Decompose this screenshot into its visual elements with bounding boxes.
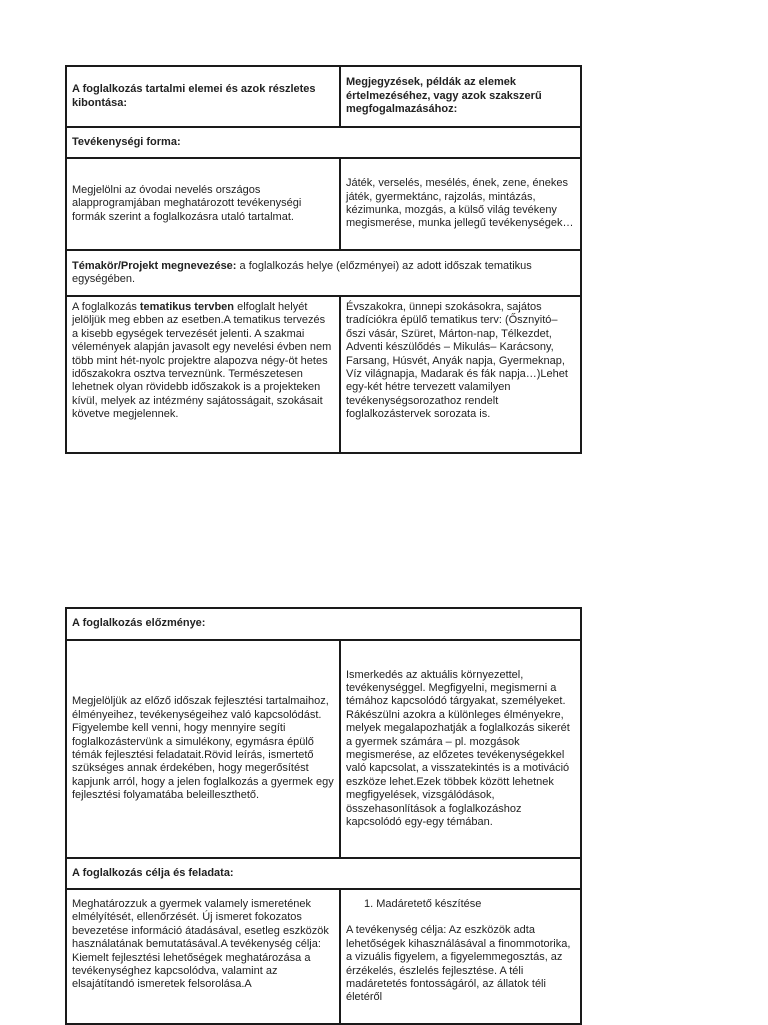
antecedent-examples: Ismerkedés az aktuális környezettel, tevékenységgel. Megfigyelni, megismerni a témához kapcsolódó tárgyakat, személyeket. Rákészülni azokra a különleges élményekre, melyek megalapozhatják a foglalkozás sikerét a gyermek számára – pl. mozgások megismerése, az előzetes tevékenységekkel való kapcsolat, a visszatekintés is a motiváció eszköze lehet.Ezek többek között lehetnek megfigyelések, vizsgálódások, összehasonlítások a foglalkozáshoz kapcsolódó egy-egy témában. (340, 640, 581, 858)
topic-text-pre: A foglalkozás (72, 301, 140, 313)
table-row (66, 640, 581, 858)
goal-examples-text: A tevékenység célja: Az eszközök adta lehetőségek kihasználásával a finommotorika, a vizuális figyelem, a figyelemmegosztás, az érzékelés, észlelés fejlesztése. A téli madáretetés fontosságáról, az állatok téli életéről (346, 924, 571, 1004)
goal-description: Meghatározzuk a gyermek valamely ismeretének elmélyítését, ellenőrzését. Új ismeret fokozatos bevezetése információ átadásával, esetleg eszközök használatának bemutatásával.A tevékenység célja: Kiemelt fejlesztési lehetőségek meghatározása a tevékenységhez kapcsolódva, valamint az elsajátítandó ismeretek felsorolása.A (66, 889, 340, 1024)
table-row (66, 608, 581, 640)
topic-title-text: a foglalkozás helye (előzményei) az adott időszak tematikus egységében. (72, 259, 532, 285)
antecedent-goal-table (65, 607, 582, 1025)
activity-form-title: Tevékenységi forma: (66, 127, 581, 158)
table-row (66, 250, 581, 296)
table-row (66, 296, 581, 453)
table-row (66, 158, 581, 250)
antecedent-title: A foglalkozás előzménye: (66, 608, 581, 640)
topic-text-bold: tematikus tervben (139, 301, 235, 313)
topic-text-post: elfoglalt helyét jelöljük meg ebben az esetben.A tematikus tervezés a kisebb egységek tervezését jelenti. A szakmai vélemények alapján javasolt egy nevelési évben nem több mint hét-nyolc projektre alapozva négy-öt hetes időszakokra osztva terveznünk. Természetesen lehetnek olyan rövidebb időszakok is a projekteken kívül, melyek az intézmény sajátosságait, szokásait követve megjelennek. (72, 301, 332, 421)
topic-examples: Évszakokra, ünnepi szokásokra, sajátos tradíciókra épülő tematikus terv: (Ősznyitó–őszi vásár, Szüret, Márton-nap, Télkezdet, Adventi készülődés – Mikulás– Karácsony, Farsang, Húsvét, Anyák napja, Gyermeknap, Víz világnapja, Madarak és fák napja…)Lehet egy-két hétre tervezett valamilyen tevékenységsorozathoz rendelt foglalkozástervek sorozata is. (340, 296, 581, 453)
header-right-cell: Megjegyzések, példák az elemek értelmezéséhez, vagy azok szakszerű megfogalmazásához: (340, 66, 581, 127)
topic-title-cell (66, 250, 581, 296)
goal-list-item: 1. Madáretető készítése (364, 898, 482, 910)
content-elements-table (65, 65, 582, 454)
table-row (66, 127, 581, 158)
topic-description (66, 296, 340, 453)
table-row (66, 66, 581, 127)
table-row (66, 858, 581, 889)
header-left-cell: A foglalkozás tartalmi elemei és azok részletes kibontása: (66, 66, 340, 127)
goal-examples (340, 889, 581, 1024)
topic-title: Témakör/Projekt megnevezése: (72, 259, 237, 272)
antecedent-description: Megjelöljük az előző időszak fejlesztési tartalmaihoz, élményeihez, tevékenységeihez való kapcsolódást. Figyelembe kell venni, hogy mennyire segíti foglalkozástervünk a simulékony, egymásra épülő témák fejlesztési feladatait.Rövid leírás, ismertető szükséges annak érdekében, hogy megerősítést kapjunk arról, hogy a jelen foglalkozás a gyermek egy fejlesztési folyamatába beleilleszthető. (66, 640, 340, 858)
activity-form-description: Megjelölni az óvodai nevelés országos alapprogramjában meghatározott tevékenységi formák szerint a foglalkozásra utaló tartalmat. (66, 158, 340, 250)
activity-form-examples: Játék, verselés, mesélés, ének, zene, énekes játék, gyermektánc, rajzolás, mintázás, kézimunka, mozgás, a külső világ tevékeny megismerése, munka jellegű tevékenységek… (340, 158, 581, 250)
table-row (66, 889, 581, 1024)
goal-title: A foglalkozás célja és feladata: (66, 858, 581, 889)
